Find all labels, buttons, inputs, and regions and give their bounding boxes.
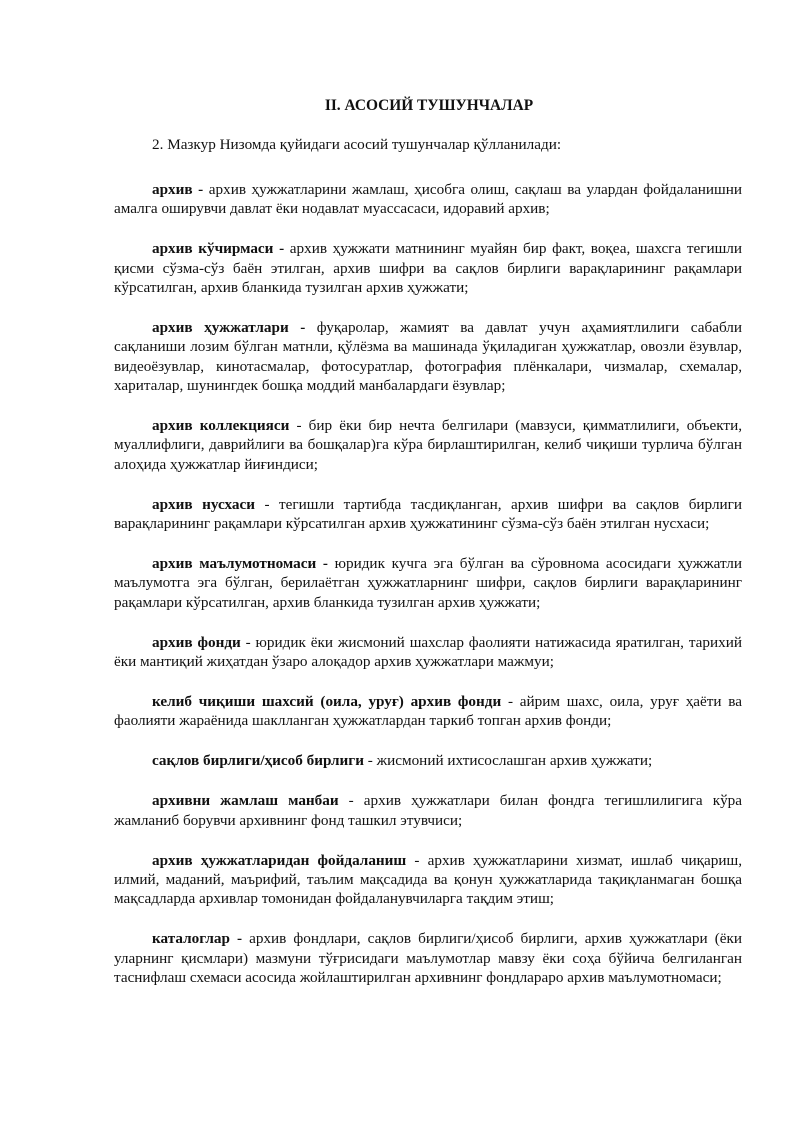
definition-paragraph [114,416,742,474]
definition-text: юридик кучга эга бўлган ва сўровнома асосидаги ҳужжатли маълумотга эга бўлган, берилаётган ҳужжатларнинг шифри, сақлов бирлиги варақларининг рақамлари кўрсатилган, архив бланкида тузилган архив ҳужжати; [114,555,742,611]
definition-term: архивни жамлаш манбаи [152,792,339,810]
definition-paragraph [114,239,742,297]
definition-term: архив фонди [152,633,241,651]
definition-term: архив коллекцияси [152,416,290,434]
definition-text: - жисмоний ихтисослашган архив ҳужжати; [363,752,653,770]
definition-paragraph [114,851,742,909]
definition-term: архив - [152,180,209,198]
definition-text: - архив ҳужжатларини хизмат, ишлаб чиқариш, илмий, маданий, маърифий, таълим мақсадида ва қонун ҳужжатларида тақиқланмаган бошқа мақсадларда архивлар томонидан фойдаланувчиларга тақдим этиш; [114,851,743,908]
definition-text: - юридик ёки жисмоний шахслар фаолияти натижасида яратилган, тарихий ёки мантиқий жиҳатдан ўзаро алоқадор архив ҳужжатлари мажмуи; [114,633,742,671]
definition-text: - тегишли тартибда тасдиқланган, архив шифри ва сақлов бирлиги варақларининг рақамлари кўрсатилган архив ҳужжатининг сўзма-сўз баён этилган нусхаси; [114,495,743,533]
definition-paragraph [114,180,742,219]
definition-paragraph [114,554,742,612]
definition-term: келиб чиқиши шахсий (оила, уруғ) архив фонди [152,693,502,711]
definition-text: архив фондлари, сақлов бирлиги/ҳисоб бирлиги, архив ҳужжатлари (ёки уларнинг қисмлари) мазмуни тўғрисидаги маълумотлар мавзу ёки соҳа бўйича белгиланган таснифлаш схемаси асосида жойлаштирилган архивнинг фондлараро архив маълумотномаси; [114,930,743,987]
definition-paragraph [114,318,742,396]
definition-paragraph [114,791,742,830]
definition-term: архив ҳужжатлари - [152,318,317,336]
definition-term: каталоглар - [152,930,250,948]
definition-text: архив ҳужжатларини жамлаш, ҳисобга олиш, сақлаш ва улардан фойдаланишни амалга оширувчи давлат ёки нодавлат муассасаси, идоравий архив; [114,180,742,218]
definition-text: - бир ёки бир нечта белгилари (мавзуси, қимматлилиги, объекти, муаллифлиги, даврийлиги ва бошқалар)га кўра бирлаштирилган, келиб чиқиши турлича бўлган алоҳида ҳужжатлар йиғиндиси; [114,416,742,473]
definition-term: архив ҳужжатларидан фойдаланиш [152,851,407,869]
definition-text: архив ҳужжати матнининг муайян бир факт, воқеа, шахсга тегишли қисми сўзма-сўз баён этилган, архив шифри ва сақлов бирлиги варақларининг рақамлари кўрсатилган, архив бланкида тузилган архив ҳужжати; [114,240,742,296]
definition-paragraph [114,633,742,672]
definition-term: сақлов бирлиги/ҳисоб бирлиги [152,752,364,770]
definition-text: - айрим шахс, оила, уруғ ҳаёти ва фаолияти жараёнида шаклланган ҳужжатлардан таркиб топган архив фонди; [114,693,742,730]
definition-paragraph [114,751,742,770]
definition-term: архив нусхаси [152,495,255,513]
definition-paragraph [114,495,742,534]
definition-term: архив маълумотномаси - [152,555,335,572]
definition-text: - архив ҳужжатлари билан фондга тегишлилигига кўра жамланиб борувчи архивнинг фонд ташкил этувчиси; [114,792,742,829]
definition-term: архив кўчирмаси - [152,240,290,258]
intro-paragraph: 2. Мазкур Низомда қуйидаги асосий тушунчалар қўлланилади: [152,136,562,154]
document-page [114,96,742,1008]
definition-paragraph [114,929,742,987]
definition-paragraph [114,692,742,731]
section-heading: II. АСОСИЙ ТУШУНЧАЛАР [324,97,534,114]
definition-text: фуқаролар, жамият ва давлат учун аҳамиятлилиги сабабли сақланиши лозим бўлган матнли, қўлёзма ва машинада ўқиладиган ҳужжатлар, овозли ёзувлар, видеоёзувлар, кинотасмалар, фотосуратлар, фотография плёнкалари, чизмалар, схемалар, хариталар, шунингдек бошқа моддий манбалардаги ёзувлар; [114,318,742,395]
